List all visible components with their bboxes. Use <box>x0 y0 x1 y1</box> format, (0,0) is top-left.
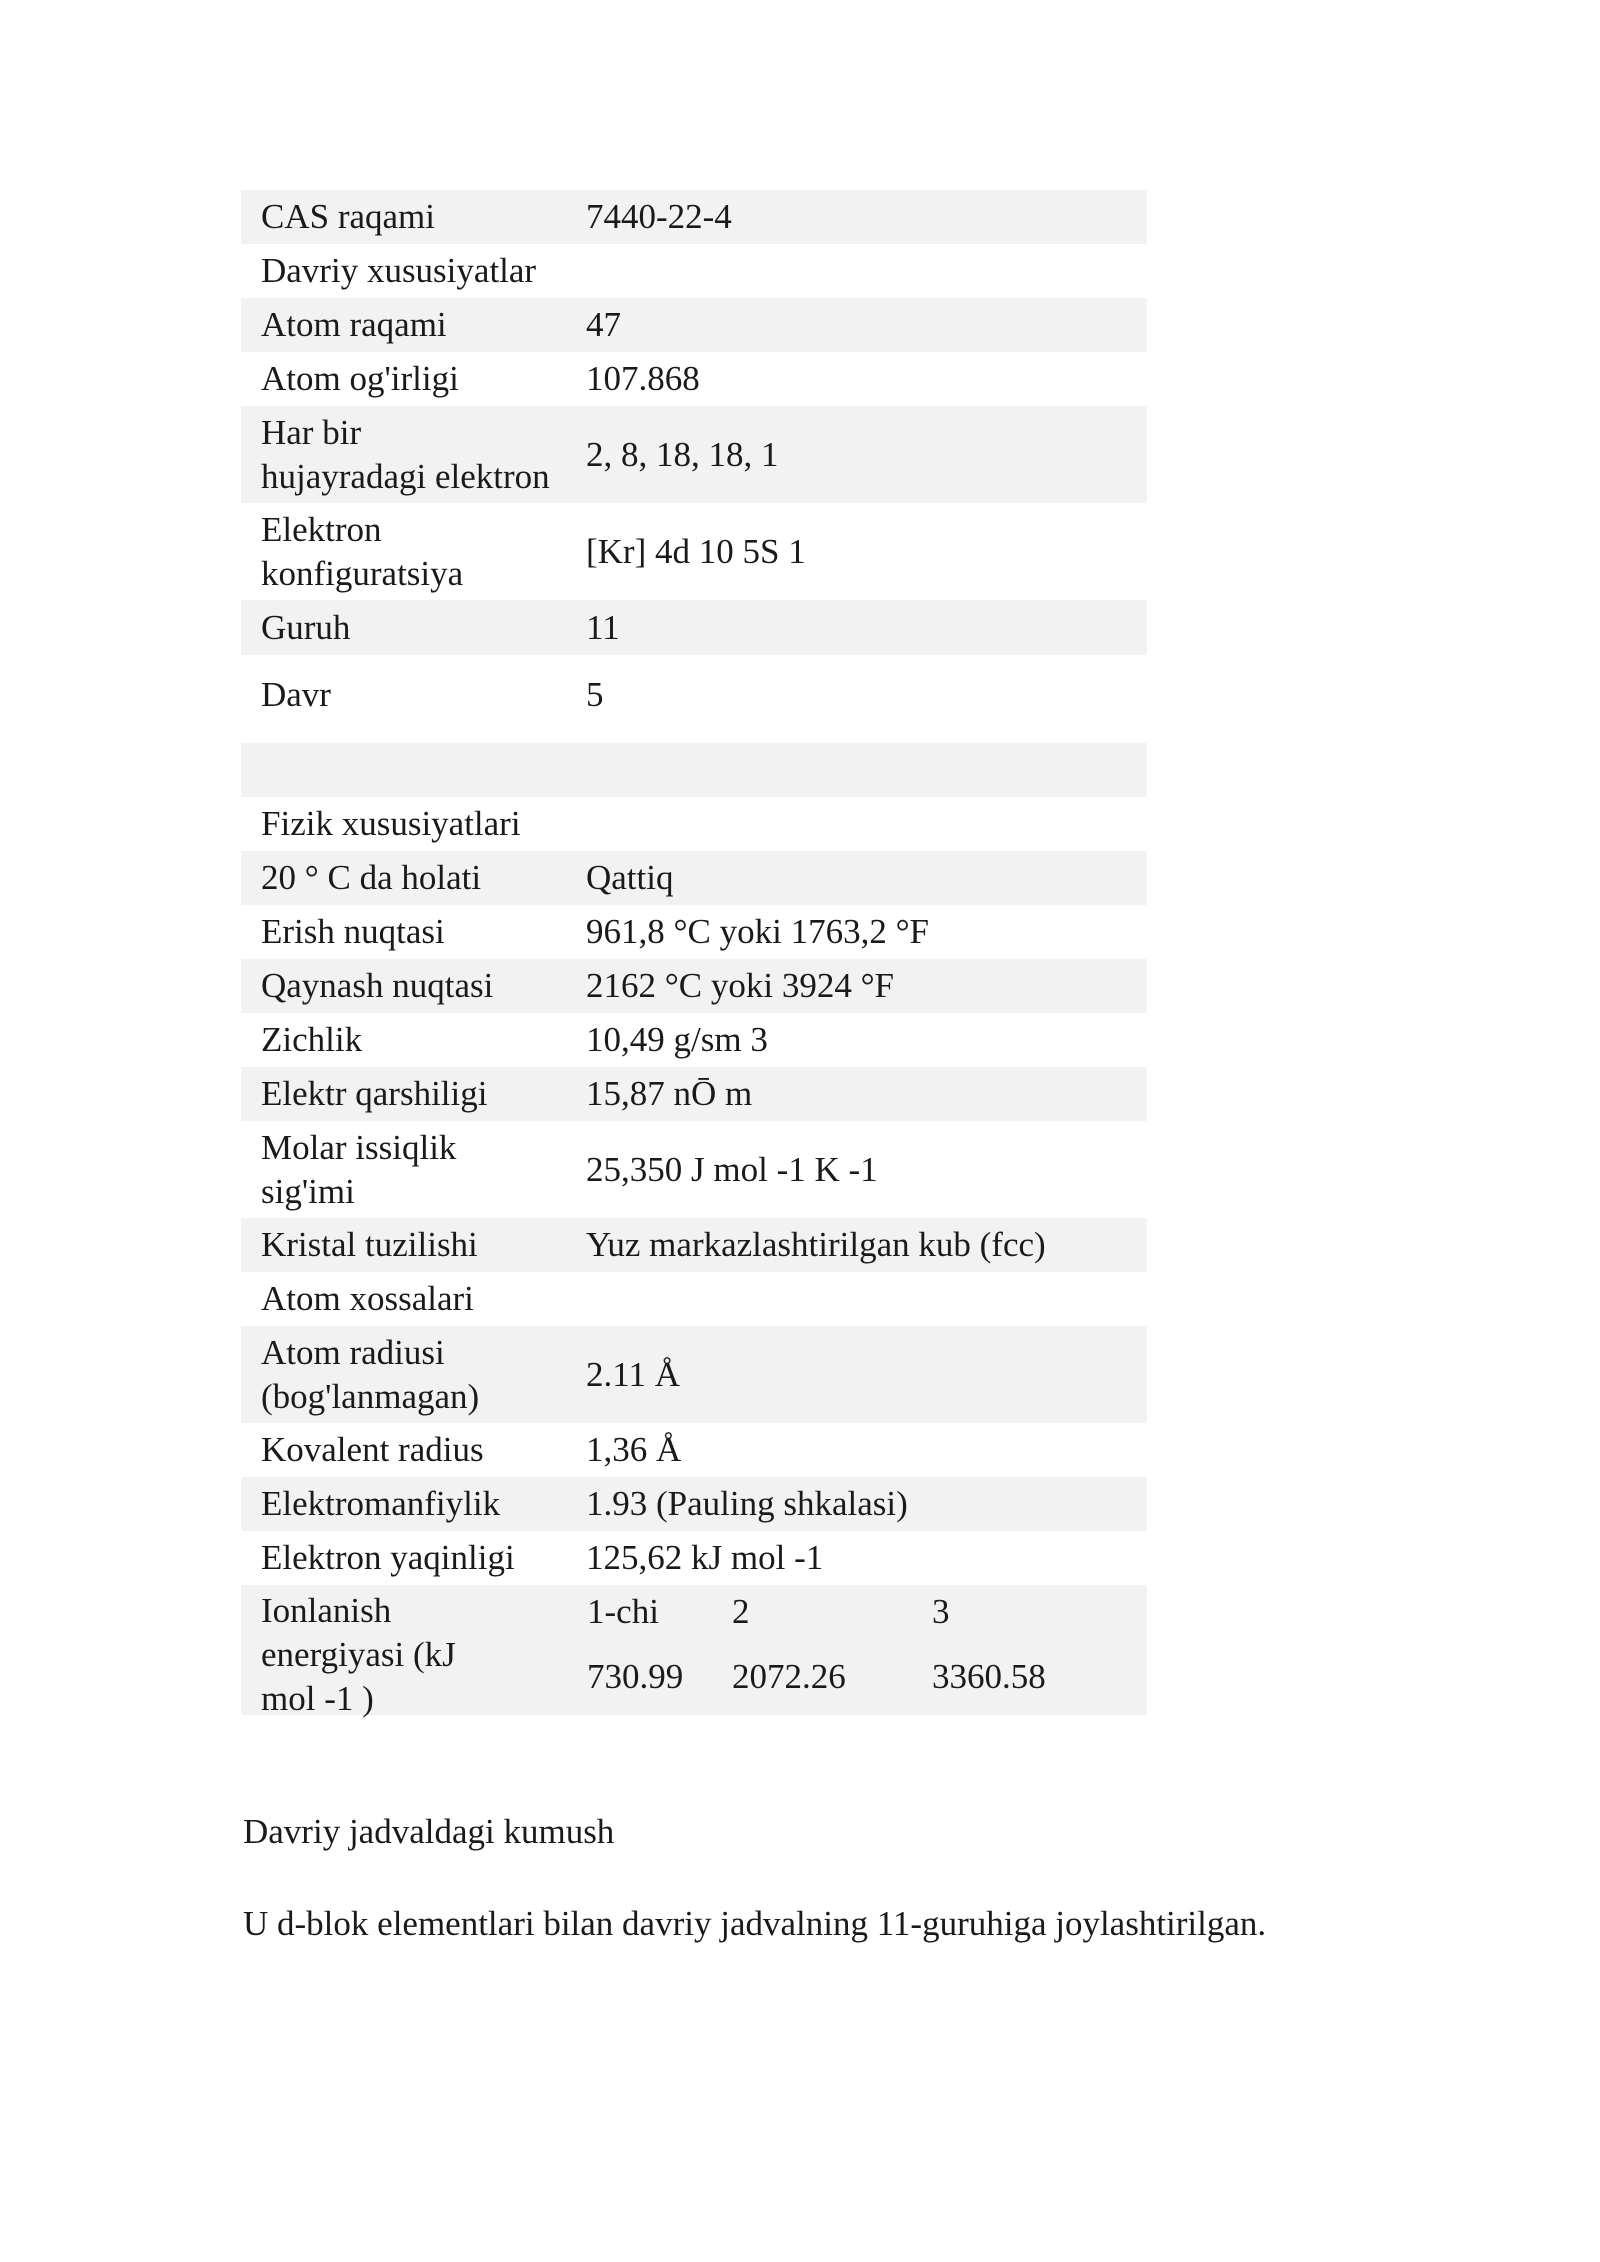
row-value: 25,350 J mol -1 K -1 <box>586 1149 878 1189</box>
row-value: Qattiq <box>586 858 674 897</box>
row-value: 961,8 °C yoki 1763,2 °F <box>586 912 930 951</box>
row-label-line: Elektron <box>261 509 382 549</box>
table-row <box>241 1326 1147 1423</box>
row-label: Kristal tuzilishi <box>261 1225 478 1264</box>
row-label: Elektron yaqinligi <box>261 1538 515 1577</box>
ionization-label-line: energiyasi (kJ <box>261 1635 456 1674</box>
section-heading: Davriy jadvaldagi kumush <box>243 1812 615 1851</box>
row-value: 10,49 g/sm 3 <box>586 1020 768 1059</box>
row-label: Davr <box>261 675 331 714</box>
row-label-line: konfiguratsiya <box>261 553 464 593</box>
table-row <box>241 1423 1147 1477</box>
section-label: Atom xossalari <box>261 1279 474 1318</box>
row-value: 47 <box>586 305 621 344</box>
row-value: 2162 °C yoki 3924 °F <box>586 966 895 1005</box>
ionization-header: 2 <box>732 1592 750 1631</box>
row-label <box>241 1331 586 1419</box>
table-row <box>241 655 1147 743</box>
properties-table <box>241 190 1147 1718</box>
table-row <box>241 1218 1147 1272</box>
table-row <box>241 503 1147 600</box>
row-label: Elektr qarshiligi <box>261 1074 488 1113</box>
row-label: Atom raqami <box>261 305 447 344</box>
section-header <box>241 797 1147 851</box>
row-label-line: sig'imi <box>261 1171 355 1211</box>
row-label: 20 ° C da holati <box>261 858 482 897</box>
row-label: Erish nuqtasi <box>261 912 445 951</box>
empty-row <box>241 743 1147 797</box>
table-row <box>241 1531 1147 1585</box>
row-label: Elektromanfiylik <box>261 1484 501 1523</box>
row-label <box>241 411 586 499</box>
row-value: 7440-22-4 <box>586 197 732 236</box>
row-value: 107.868 <box>586 359 700 398</box>
row-value: 1.93 (Pauling shkalasi) <box>586 1484 908 1523</box>
ionization-label-line: mol -1 ) <box>261 1679 374 1718</box>
row-value: 5 <box>586 675 604 714</box>
section-header <box>241 1272 1147 1326</box>
row-label <box>241 508 586 596</box>
ionization-value: 2072.26 <box>732 1657 846 1696</box>
body-paragraph: U d-blok elementlari bilan davriy jadvalning 11-guruhiga joylashtirilgan. <box>243 1904 1267 1943</box>
ionization-label <box>241 1585 587 1718</box>
table-row <box>241 851 1147 905</box>
table-row <box>241 298 1147 352</box>
section-header <box>241 244 1147 298</box>
table-row <box>241 190 1147 244</box>
table-row <box>241 1067 1147 1121</box>
row-label-line: Atom radiusi <box>261 1332 445 1372</box>
row-label-line: hujayradagi elektron <box>261 456 550 496</box>
row-label: Qaynash nuqtasi <box>261 966 494 1005</box>
row-value: Yuz markazlashtirilgan kub (fcc) <box>586 1225 1046 1264</box>
row-label: CAS raqami <box>261 197 436 236</box>
row-value: 125,62 kJ mol -1 <box>586 1538 824 1577</box>
row-value: 2, 8, 18, 18, 1 <box>586 434 779 474</box>
row-label: Guruh <box>261 607 351 647</box>
row-value: 1,36 Å <box>586 1430 682 1469</box>
table-row <box>241 905 1147 959</box>
row-label-line: Har bir <box>261 412 362 452</box>
section-label: Davriy xususiyatlar <box>261 251 537 290</box>
row-value: 2.11 Å <box>586 1354 680 1394</box>
row-label: Zichlik <box>261 1020 363 1059</box>
ionization-header: 3 <box>932 1592 950 1631</box>
row-label: Atom og'irligi <box>261 359 459 398</box>
ionization-energy-row <box>241 1585 1147 1718</box>
row-value: 15,87 nŌ m <box>586 1074 753 1113</box>
row-label-line: (bog'lanmagan) <box>261 1376 480 1416</box>
row-label <box>241 1126 586 1214</box>
table-row <box>241 406 1147 503</box>
table-row <box>241 1477 1147 1531</box>
row-label-line: Molar issiqlik <box>261 1127 457 1167</box>
ionization-label-line: Ionlanish <box>261 1591 392 1630</box>
table-row <box>241 352 1147 406</box>
section-label: Fizik xususiyatlari <box>261 804 521 843</box>
row-value: 11 <box>586 607 620 647</box>
ionization-value: 730.99 <box>587 1657 684 1696</box>
table-row <box>241 1121 1147 1218</box>
table-row <box>241 600 1147 655</box>
ionization-header: 1-chi <box>587 1592 659 1631</box>
row-label: Kovalent radius <box>261 1430 484 1469</box>
table-row <box>241 1013 1147 1067</box>
row-value: [Kr] 4d 10 5S 1 <box>586 531 806 571</box>
table-row <box>241 959 1147 1013</box>
ionization-value: 3360.58 <box>932 1657 1046 1696</box>
